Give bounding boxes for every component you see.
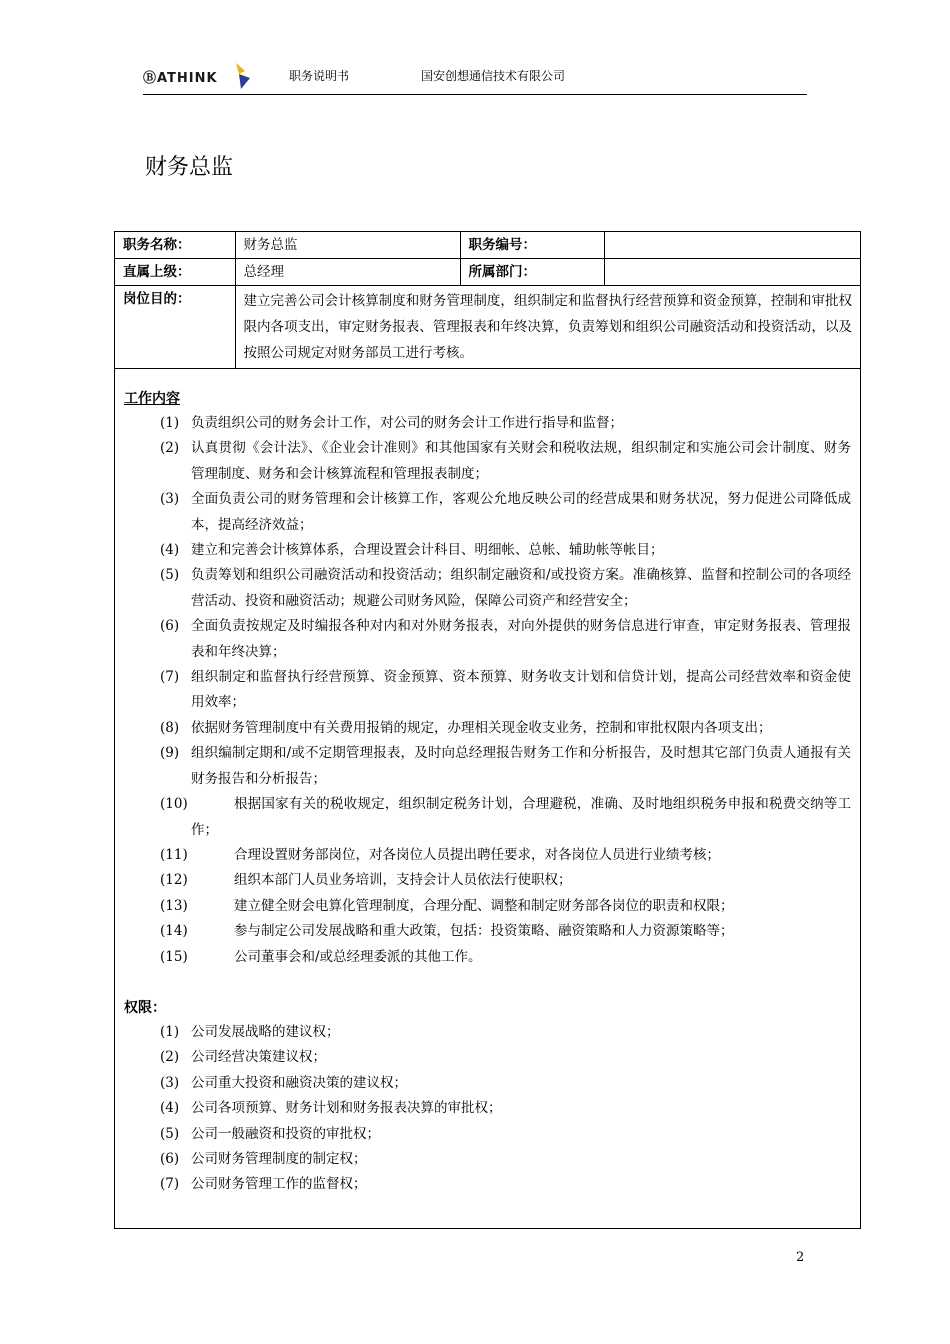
item-number: (4) xyxy=(160,1100,180,1117)
info-row-superior xyxy=(115,259,860,286)
item-text: 公司经营决策建议权； xyxy=(191,1049,326,1066)
item-number: (14) xyxy=(160,923,188,940)
item-number: (12) xyxy=(160,872,188,889)
page-number: 2 xyxy=(796,1250,805,1265)
item-number: (6) xyxy=(160,618,180,635)
item-number: (4) xyxy=(160,542,180,559)
authority-list xyxy=(124,1020,851,1198)
job-info-table xyxy=(115,232,860,369)
company-logo xyxy=(143,64,250,88)
info-row-purpose xyxy=(115,286,860,369)
item-text: 依据财务管理制度中有关费用报销的规定，办理相关现金收支业务，控制和审批权限内各项支出； xyxy=(191,719,772,736)
item-text: 合理设置财务部岗位，对各岗位人员提出聘任要求，对各岗位人员进行业绩考核； xyxy=(234,846,720,863)
item-number: (2) xyxy=(160,1049,180,1066)
item-text: 负责筹划和组织公司融资活动和投资活动；组织制定融资和/或投资方案。准确核算、监督和控制公司的各项经营活动、投资和融资活动；规避公司财务风险，保障公司资产和经营安全； xyxy=(191,567,851,609)
item-number: (5) xyxy=(160,1125,180,1142)
job-name-value: 财务总监 xyxy=(235,232,460,259)
job-name-label: 职务名称： xyxy=(115,232,235,259)
job-code-label: 职务编号： xyxy=(460,232,604,259)
list-item xyxy=(124,919,851,944)
authority-title: 权限： xyxy=(124,999,166,1016)
item-text: 建立健全财会电算化管理制度，合理分配、调整和制定财务部各岗位的职责和权限； xyxy=(234,897,734,914)
item-number: (7) xyxy=(160,1176,180,1193)
job-code-value xyxy=(604,232,860,259)
purpose-label: 岗位目的： xyxy=(115,286,235,369)
item-text: 组织编制定期和/或不定期管理报表，及时向总经理报告财务工作和分析报告，及时想其它部门负责人通报有关财务报告和分析报告； xyxy=(191,745,851,787)
item-number: (11) xyxy=(160,846,188,863)
list-item xyxy=(124,945,851,970)
list-item xyxy=(124,792,851,843)
item-text: 公司财务管理制度的制定权； xyxy=(191,1150,367,1167)
document-type: 职务说明书 xyxy=(289,69,350,83)
logo-text: ⒷATHINK xyxy=(143,70,218,86)
list-item xyxy=(124,741,851,792)
item-number: (3) xyxy=(160,491,180,508)
list-item xyxy=(124,716,851,741)
item-text: 公司重大投资和融资决策的建议权； xyxy=(191,1074,407,1091)
item-text: 组织本部门人员业务培训，支持会计人员依法行使职权； xyxy=(234,872,572,889)
item-text: 认真贯彻《会计法》、《企业会计准则》和其他国家有关财会和税收法规，组织制定和实施公司会计制度、财务管理制度、财务和会计核算流程和管理报表制度； xyxy=(191,440,851,482)
item-text: 公司一般融资和投资的审批权； xyxy=(191,1125,380,1142)
item-text: 公司董事会和/或总经理委派的其他工作。 xyxy=(234,948,482,965)
job-content xyxy=(115,369,860,1198)
list-item xyxy=(124,894,851,919)
item-number: (10) xyxy=(160,796,188,813)
department-label: 所属部门： xyxy=(460,259,604,286)
item-number: (8) xyxy=(160,719,180,736)
item-number: (1) xyxy=(160,415,180,431)
list-item xyxy=(124,538,851,563)
list-item xyxy=(124,436,851,487)
item-text: 全面负责公司的财务管理和会计核算工作，客观公允地反映公司的经营成果和财务状况，努力促进公司降低成本，提高经济效益； xyxy=(191,491,851,533)
list-item xyxy=(124,868,851,893)
job-description-frame xyxy=(114,231,861,1229)
item-number: (3) xyxy=(160,1074,180,1091)
list-item xyxy=(124,411,851,436)
list-item xyxy=(124,843,851,868)
item-text: 公司发展战略的建议权； xyxy=(191,1023,340,1040)
item-number: (5) xyxy=(160,567,180,584)
item-text: 建立和完善会计核算体系，合理设置会计科目、明细帐、总帐、辅助帐等帐目； xyxy=(191,542,664,559)
item-number: (15) xyxy=(160,948,188,965)
purpose-value: 建立完善公司会计核算制度和财务管理制度，组织制定和监督执行经营预算和资金预算，控制和审批权限内各项支出，审定财务报表、管理报表和年终决算，负责筹划和组织公司融资活动和投资活动，以及按照公司规定对财务部员工进行考核。 xyxy=(235,286,860,369)
superior-label: 直属上级： xyxy=(115,259,235,286)
list-item xyxy=(124,1122,851,1147)
department-value xyxy=(604,259,860,286)
item-number: (1) xyxy=(160,1023,180,1040)
item-text: 参与制定公司发展战略和重大政策，包括：投资策略、融资策略和人力资源策略等； xyxy=(234,923,734,940)
work-content-title: 工作内容 xyxy=(124,391,180,407)
logo-arrow-icon xyxy=(236,63,250,89)
item-number: (6) xyxy=(160,1150,180,1167)
page-title: 财务总监 xyxy=(145,155,234,180)
item-number: (13) xyxy=(160,897,188,914)
item-text: 根据国家有关的税收规定，组织制定税务计划，合理避税，准确、及时地组织税务申报和税费交纳等工作； xyxy=(191,796,851,838)
info-row-name xyxy=(115,232,860,259)
section-gap xyxy=(124,970,851,996)
item-number: (9) xyxy=(160,745,180,762)
list-item xyxy=(124,1071,851,1096)
list-item xyxy=(124,665,851,716)
list-item xyxy=(124,614,851,665)
page-header xyxy=(143,58,807,95)
list-item xyxy=(124,1147,851,1172)
list-item xyxy=(124,1172,851,1197)
work-content-list xyxy=(124,411,851,970)
list-item xyxy=(124,487,851,538)
list-item xyxy=(124,563,851,614)
company-name: 国安创想通信技术有限公司 xyxy=(421,69,566,83)
list-item xyxy=(124,1096,851,1121)
item-text: 组织制定和监督执行经营预算、资金预算、资本预算、财务收支计划和信贷计划，提高公司经营效率和资金使用效率； xyxy=(191,669,851,711)
item-number: (2) xyxy=(160,440,180,457)
item-text: 公司财务管理工作的监督权； xyxy=(191,1176,367,1193)
list-item xyxy=(124,1045,851,1070)
item-text: 公司各项预算、财务计划和财务报表决算的审批权； xyxy=(191,1100,502,1117)
superior-value: 总经理 xyxy=(235,259,460,286)
item-text: 负责组织公司的财务会计工作，对公司的财务会计工作进行指导和监督； xyxy=(191,415,623,431)
item-number: (7) xyxy=(160,669,180,686)
list-item xyxy=(124,1020,851,1045)
item-text: 全面负责按规定及时编报各种对内和对外财务报表，对向外提供的财务信息进行审查，审定财务报表、管理报表和年终决算； xyxy=(191,618,851,660)
